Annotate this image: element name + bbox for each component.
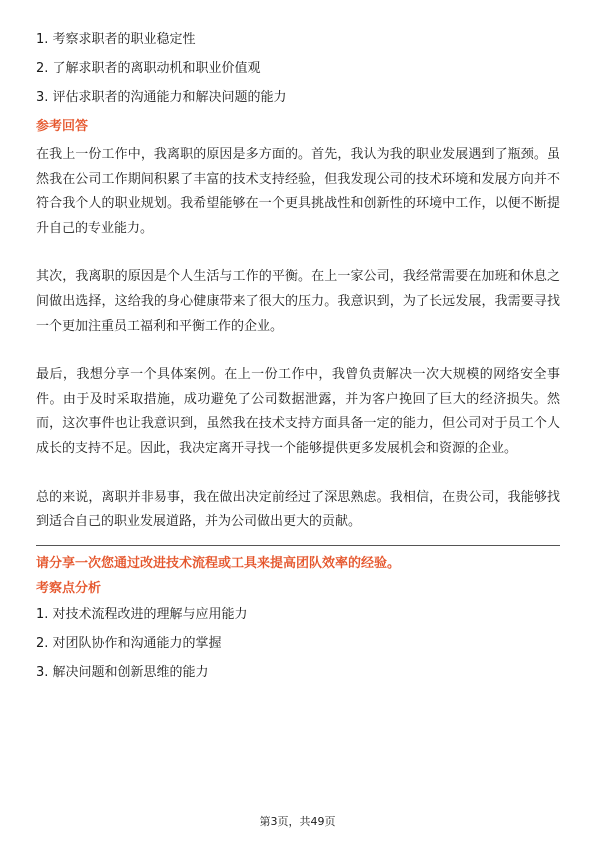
page-number: 第3页，共49页 (259, 815, 336, 828)
list-item: 3. 解决问题和创新思维的能力 (36, 664, 209, 680)
list-item: 2. 了解求职者的离职动机和职业价值观 (36, 61, 261, 76)
list-item: 3. 评估求职者的沟通能力和解决问题的能力 (36, 90, 287, 105)
answer-paragraph: 总的来说，离职并非易事，我在做出决定前经过了深思熟虑。我相信，在贵公司，我能够找到适合自己的职业发展道路，并为公司做出更大的贡献。 (36, 489, 560, 530)
page-content (36, 30, 560, 692)
list-item: 2. 对团队协作和沟通能力的掌握 (36, 635, 222, 651)
answer-paragraph: 在我上一份工作中，我离职的原因是多方面的。首先，我认为我的职业发展遇到了瓶颈。虽然我在公司工作期间积累了丰富的技术支持经验，但我发现公司的技术环境和发展方向并不符合我个人的职业规划。我希望能够在一个更具挑战性和创新性的环境中工作，以便不断提升自己的专业能力。 (36, 147, 560, 236)
section-divider (36, 545, 560, 546)
answer-paragraph: 最后，我想分享一个具体案例。在上一份工作中，我曾负责解决一次大规模的网络安全事件。由于及时采取措施，成功避免了公司数据泄露，并为客户挽回了巨大的经济损失。然而，这次事件也让我意识到，虽然我在技术支持方面具备一定的能力，但公司对于员工个人成长的支持不足。因此，我决定离开寻找一个能够提供更多发展机会和资源的企业。 (36, 367, 560, 456)
analysis-heading: 考察点分析 (36, 580, 102, 596)
list-item: 1. 对技术流程改进的理解与应用能力 (36, 606, 248, 622)
answer-paragraph: 其次，我离职的原因是个人生活与工作的平衡。在上一家公司，我经常需要在加班和休息之间做出选择，这给我的身心健康带来了很大的压力。我意识到，为了长远发展，我需要寻找一个更加注重员工福利和平衡工作的企业。 (36, 269, 560, 334)
reference-answer-heading: 参考回答 (36, 119, 89, 134)
question-heading: 请分享一次您通过改进技术流程或工具来提高团队效率的经验。 (36, 555, 401, 571)
list-item: 1. 考察求职者的职业稳定性 (36, 32, 196, 47)
